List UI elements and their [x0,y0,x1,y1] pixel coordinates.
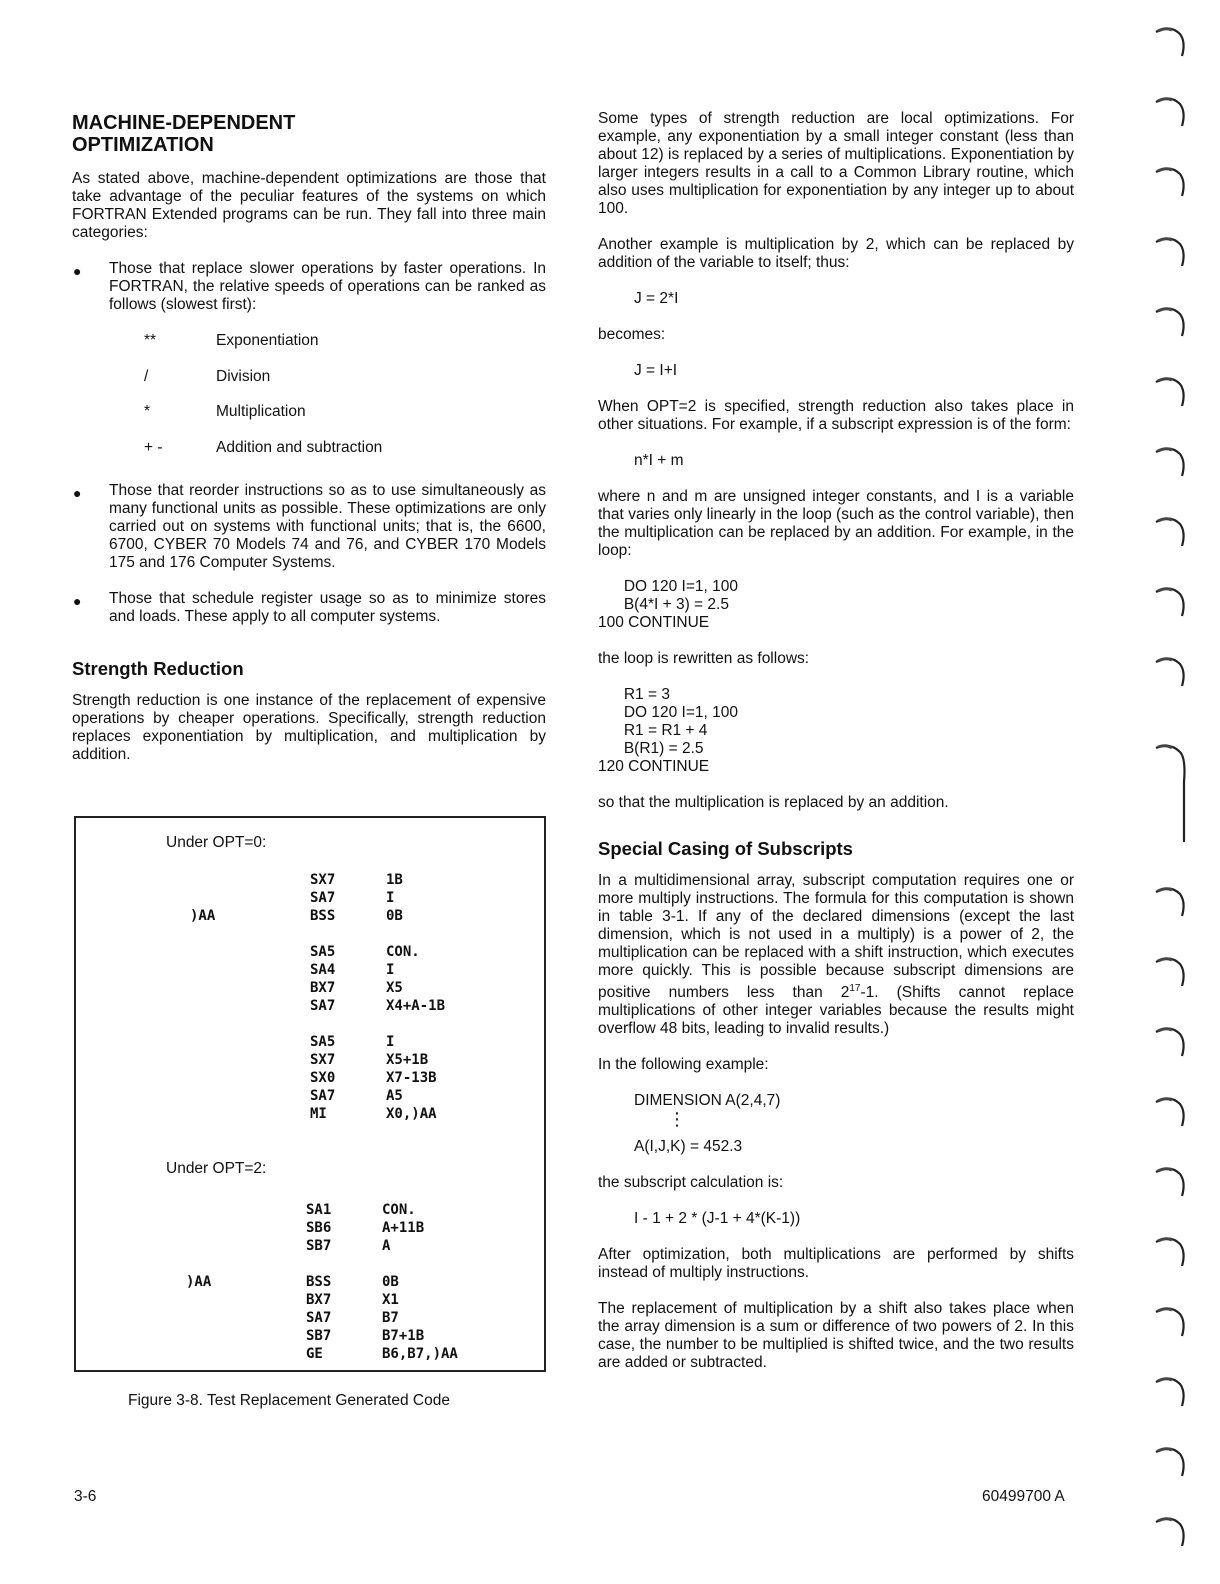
bullet-icon: ● [73,593,82,609]
asm-label [186,1346,306,1364]
code-line: n*I + m [634,452,684,469]
asm-line [190,1052,445,1070]
asm-line [190,1034,445,1052]
asm-opcode [310,926,386,944]
code-line: A(I,J,K) = 452.3 [634,1138,743,1156]
operator-row [72,332,546,368]
asm-operand: CON. [382,1202,416,1218]
bullet-text: Those that replace slower operations by faster operations. In FORTRAN, the relative speeds of operations can be ranked as follows (slowest first): [109,260,546,313]
binder-ring-icon [1152,1512,1188,1552]
code-line: 120 CONTINUE [598,758,710,775]
code-line: DO 120 I=1, 100 [598,704,739,721]
code-line: B(R1) = 2.5 [598,740,704,757]
bullet-item [72,260,546,314]
asm-operand: 1B [386,872,403,888]
left-column [72,112,546,764]
operator-desc: Multiplication [216,403,306,420]
asm-opcode: SA7 [310,998,336,1014]
asm-label [190,1106,310,1124]
asm-line [186,1238,458,1256]
figure-box [74,816,546,1372]
paragraph: Some types of strength reduction are local optimizations. For example, any exponentiation by a small integer constant (less than about 12) is replaced by a series of multiplications. Exponentiation by larger integers results in a call to a Common Library routine, which also uses multiplication for exponentiation by any integer up to about 100. [598,110,1074,217]
operator-symbol: + - [144,438,163,456]
paragraph-text: -1. (Shifts cannot replace multiplications of other integer variables because the results might overflow 48 bits, leading to invalid results.) [598,984,1075,1038]
asm-opcode: SA7 [306,1310,332,1326]
code-line: J = I+I [634,362,678,379]
asm-label [190,980,310,998]
paragraph: where n and m are unsigned integer constants, and I is a variable that varies only linearly in the loop (such as the control variable), then the multiplication can be replaced by an addition. For example, in the loop: [598,488,1074,559]
code-line: R1 = R1 + 4 [598,722,708,739]
asm-line [190,908,445,926]
asm-opcode: SA5 [310,1034,336,1050]
bullet-icon: ● [73,263,82,279]
asm-line [186,1310,458,1328]
asm-line [190,980,445,998]
asm-line [190,890,445,908]
asm-opcode: BSS [306,1274,332,1290]
asm-operand: X4+A-1B [386,998,446,1014]
asm-line [186,1256,458,1274]
paragraph: Another example is multiplication by 2, which can be replaced by addition of the variable to itself; thus: [598,236,1074,271]
asm-operand: I [386,962,395,978]
asm-label [190,926,310,944]
code-line: B(4*I + 3) = 2.5 [598,596,729,613]
binder-ring-icon [1152,1162,1188,1202]
loop-code-before [598,578,1074,632]
intro-paragraph: As stated above, machine-dependent optimizations are those that take advantage of the peculiar features of the systems on which FORTRAN Extended programs can be run. They fall into three main categories: [72,170,546,241]
asm-line [186,1328,458,1346]
asm-label: )AA [186,1274,212,1290]
asm-label [190,962,310,980]
asm-operand: I [386,890,395,906]
binder-ring-icon [1152,1092,1188,1132]
bullet-text: Those that schedule register usage so as to minimize stores and loads. These apply to all computer systems. [109,590,546,625]
operator-row [72,368,546,404]
paragraph [598,872,1074,1038]
asm-line [190,1070,445,1088]
asm-line [186,1220,458,1238]
asm-label [186,1220,306,1238]
asm-opcode [306,1256,382,1274]
paragraph: In the following example: [598,1056,769,1074]
asm-operand: X5 [386,980,403,996]
code-line: R1 = 3 [598,686,670,703]
opt2-code [186,1202,458,1364]
asm-opcode: SB7 [306,1238,332,1254]
operator-desc: Addition and subtraction [216,438,383,456]
operator-symbol: * [144,403,151,420]
asm-operand: 0B [386,908,403,924]
binder-ring-icon [1152,952,1188,992]
paragraph: When OPT=2 is specified, strength reduction also takes place in other situations. For example, if a subscript expression is of the form: [598,398,1074,433]
paragraph: becomes: [598,326,666,343]
bullet-item [72,482,546,572]
operator-desc: Exponentiation [216,332,319,349]
asm-label [190,890,310,908]
asm-operand: I [386,1034,395,1050]
asm-label [190,1070,310,1088]
binder-ring-icon [1152,512,1188,552]
asm-line [190,998,445,1016]
strength-paragraph: Strength reduction is one instance of the replacement of expensive operations by cheaper operations. Specifically, strength reduction replaces exponentiation by multiplication, and multiplication by addition. [72,692,546,763]
operator-row [72,403,546,439]
binder-ring-icon [1152,372,1188,412]
asm-label: )AA [190,908,216,924]
loop-code-after [598,686,1074,776]
asm-label [186,1238,306,1256]
binder-ring-icon [1152,162,1188,202]
asm-line [186,1202,458,1220]
asm-opcode: SX0 [310,1070,336,1086]
binder-ring-icon [1152,232,1188,272]
paragraph-text: In a multidimensional array, subscript computation requires one or more multiply instructions. The formula for this computation is shown in table 3-1. If any of the declared dimensions (except the last dimension, which is not used in a multiply) is a power of 2, the multiplication can be replaced with a shift instruction, which executes more quickly. This is possible because subscript dimensions are positive numbers less than 2 [598,872,1074,1002]
subsection-heading: Strength Reduction [72,658,244,679]
opt0-label: Under OPT=0: [166,834,267,851]
asm-operand: B7+1B [382,1328,425,1344]
asm-opcode [310,1016,386,1034]
asm-line [190,1088,445,1106]
paragraph: The replacement of multiplication by a shift also takes place when the array dimension is a sum or difference of two powers of 2. In this case, the number to be multiplied is shifted twice, and the two results are added or subtracted. [598,1300,1074,1372]
binder-ring-icon [1152,1302,1188,1342]
asm-label [186,1202,306,1220]
binder-ring-icon [1152,1232,1188,1272]
asm-line [190,926,445,944]
asm-label [190,1016,310,1034]
paragraph: the loop is rewritten as follows: [598,650,810,667]
asm-line [190,1106,445,1124]
asm-opcode: BSS [310,908,336,924]
asm-label [186,1256,306,1274]
asm-label [186,1310,306,1328]
code-line: 100 CONTINUE [598,614,710,631]
subsection-heading: Special Casing of Subscripts [598,838,853,859]
binder-ring-icon [1152,1372,1188,1412]
asm-label [190,944,310,962]
bullet-item [72,590,546,626]
asm-label [186,1292,306,1310]
operator-row [72,439,546,475]
document-number: 60499700 A [982,1488,1065,1505]
asm-line [186,1346,458,1364]
asm-opcode: SA7 [310,890,336,906]
asm-label [190,998,310,1016]
asm-line [190,872,445,890]
asm-line [190,962,445,980]
code-line: I - 1 + 2 * (J-1 + 4*(K-1)) [634,1210,801,1228]
asm-label [190,1034,310,1052]
superscript: 17 [849,983,861,994]
paragraph: After optimization, both multiplications are performed by shifts instead of multiply instructions. [598,1246,1074,1282]
asm-operand: X5+1B [386,1052,429,1068]
asm-opcode: SA4 [310,962,336,978]
operator-list [72,332,546,474]
right-column [598,110,1074,1372]
asm-operand: B6,B7,)AA [382,1346,458,1362]
code-line: DIMENSION A(2,4,7) [634,1092,781,1110]
asm-opcode: SX7 [310,1052,336,1068]
paragraph: the subscript calculation is: [598,1174,784,1192]
code-line: J = 2*I [634,290,679,307]
bullet-icon: ● [73,485,82,501]
asm-line [190,944,445,962]
binder-ring-icon [1152,652,1188,692]
page-number: 3-6 [74,1488,97,1505]
asm-operand: X1 [382,1292,399,1308]
operator-symbol: ** [144,332,157,349]
asm-operand: CON. [386,944,420,960]
asm-operand: X7-13B [386,1070,437,1086]
asm-opcode: BX7 [306,1292,332,1308]
asm-label [190,1088,310,1106]
asm-operand: A [382,1238,391,1254]
asm-opcode: MI [310,1106,327,1122]
asm-line [190,1016,445,1034]
section-heading: MACHINE-DEPENDENT OPTIMIZATION [72,112,296,156]
opt2-label: Under OPT=2: [166,1160,267,1177]
code-line: DO 120 I=1, 100 [598,578,739,595]
binder-ring-icon [1152,22,1188,62]
asm-opcode: SB6 [306,1220,332,1236]
binder-ring-icon [1152,302,1188,342]
asm-operand: B7 [382,1310,399,1326]
asm-line [186,1292,458,1310]
asm-opcode: SA1 [306,1202,332,1218]
binder-ring-icon [1152,92,1188,132]
binder-ring-icon [1152,1022,1188,1062]
asm-opcode: SA7 [310,1088,336,1104]
asm-operand: X0,)AA [386,1106,437,1122]
vertical-ellipsis: ⋮ [668,1109,686,1130]
bullet-text: Those that reorder instructions so as to use simultaneously as many functional units as possible. These optimizations are only carried out on systems with functional units; that is, the 6600, 6700, CYBER 70 Models 74 and 76, and CYBER 170 Models 175 and 176 Computer Systems. [109,482,546,571]
asm-opcode: SA5 [310,944,336,960]
figure-caption: Figure 3-8. Test Replacement Generated Code [128,1392,450,1409]
asm-label [190,1052,310,1070]
asm-opcode: GE [306,1346,323,1362]
asm-opcode: BX7 [310,980,336,996]
opt0-code [190,872,445,1124]
binder-ring-icon [1152,1442,1188,1482]
asm-opcode: SB7 [306,1328,332,1344]
asm-opcode: SX7 [310,872,336,888]
paragraph: so that the multiplication is replaced by an addition. [598,794,949,811]
asm-label [186,1328,306,1346]
binder-ring-icon [1152,582,1188,622]
operator-desc: Division [216,367,271,385]
binder-ring-icon [1152,442,1188,482]
asm-label [190,872,310,890]
asm-operand: A5 [386,1088,403,1104]
operator-symbol: / [144,367,149,385]
binder-ring-icon [1152,882,1188,922]
asm-line [186,1274,458,1292]
binder-ring-icon [1152,742,1188,852]
asm-operand: 0B [382,1274,399,1290]
asm-operand: A+11B [382,1220,425,1236]
